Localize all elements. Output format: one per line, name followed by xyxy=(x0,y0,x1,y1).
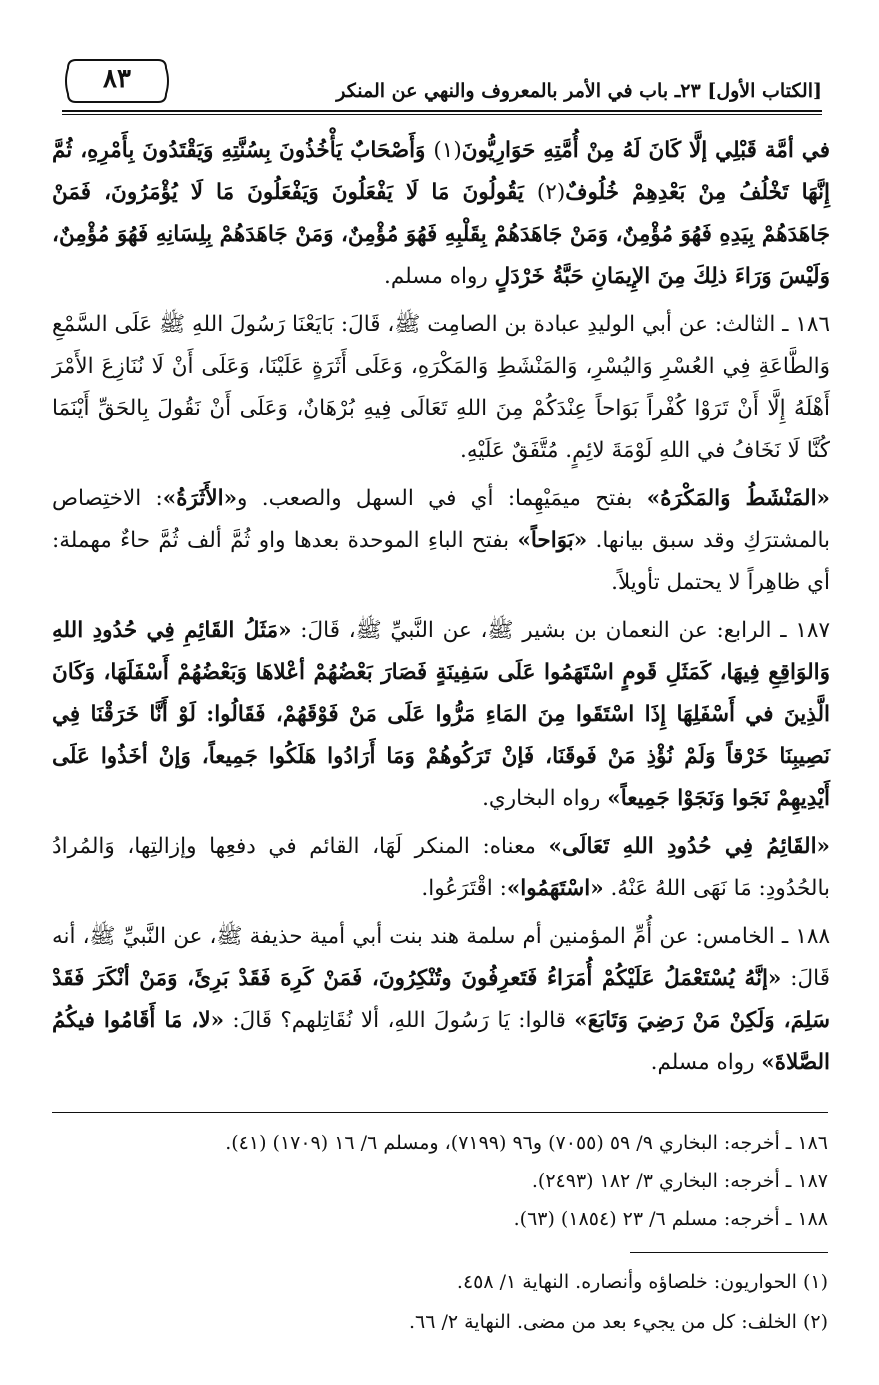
chapter-title: [الكتاب الأول] ٢٣ـ باب في الأمر بالمعروف والنهي عن المنكر xyxy=(336,80,822,102)
hadith-quote: في أمَّة قَبْلِي إلَّا كَانَ لَهُ مِنْ أُمَّتِهِ حَوَارِيُّونَ xyxy=(461,138,830,163)
glossary-notes xyxy=(52,1262,828,1342)
paragraph xyxy=(52,130,830,298)
hadith-quote: وَأَصْحَابٌ يَأْخُذُونَ بِسُنَّتِهِ وَيَقْتَدُونَ بِأَمْرِهِ، ثُمَّ إِنَّهَا تَخْلُفُ مِنْ بَعْدِهِمْ خُلُوفٌ xyxy=(52,138,830,205)
paragraph xyxy=(52,826,830,910)
narration-text: معناه: المنكر لَهَا، القائم في دفعِها وإزالتِها، وَالمُرادُ بالحُدُودِ: مَا نَهَى اللهُ عَنْهُ. xyxy=(52,834,830,901)
note-line: (١) الحواريون: خلصاؤه وأنصاره. النهاية ١/ ٤٥٨. xyxy=(456,1271,828,1293)
hadith-quote: يَقُولُونَ مَا لَا يَفْعَلُونَ وَيَفْعَلُونَ مَا لَا يُؤْمَرُونَ، فَمَنْ جَاهَدَهُمْ بِيَدِهِ فَهُوَ مُؤْمِنٌ، وَمَنْ جَاهَدَهُمْ بِقَلْبِهِ فَهُوَ مُؤْمِنٌ، وَمَنْ جَاهَدَهُمْ بِلِسَانِهِ فَهُوَ مُؤْمِنٌ، وَلَيْسَ وَرَاءَ ذلِكَ مِنَ الإِيمَانِ حَبَّةُ خَرْدَلٍ xyxy=(52,180,830,289)
narration-text: رواه مسلم. xyxy=(383,264,495,289)
takhrij-line: ١٨٧ ـ أخرجه: البخاري ٣/ ١٨٢ (٢٤٩٣). xyxy=(531,1170,828,1192)
narration-text: ١٨٧ ـ الرابع: عن النعمان بن بشير ﷺ، عن النَّبيِّ ﷺ، قَالَ: xyxy=(291,618,831,643)
narration-text: (١) xyxy=(433,138,462,163)
takhrij-line: ١٨٨ ـ أخرجه: مسلم ٦/ ٢٣ (١٨٥٤) (٦٣). xyxy=(513,1208,828,1230)
narration-text: : الاختِصاص بالمشترَكِ وقد سبق بيانها. xyxy=(52,486,830,553)
narration-text: رواه مسلم. xyxy=(650,1050,762,1075)
narration-text: بفتح الباءِ الموحدة بعدها واو ثُمَّ ألف ثُمَّ حاءٌ مهملة: أي ظاهِراً لا يحتمل تأويلاً. xyxy=(52,528,830,595)
narration-text: (٢) xyxy=(536,180,566,205)
page-number-frame xyxy=(62,58,172,104)
paragraph xyxy=(52,304,830,472)
hadith-quote: «الأَثَرَةُ» xyxy=(162,486,238,511)
narration-text: رواه البخاري. xyxy=(482,786,608,811)
header-rule-thin xyxy=(62,114,822,115)
hadith-quote: «المَنْشَطُ وَالمَكْرَهُ» xyxy=(646,486,830,511)
notes-separator xyxy=(630,1252,828,1253)
hadith-quote: «بَوَاحاً» xyxy=(517,528,588,553)
narration-text: بفتح ميمَيْهِما: أي في السهل والصعب. و xyxy=(237,486,647,511)
header-rule xyxy=(62,110,822,112)
page-number: ٨٣ xyxy=(103,64,131,94)
hadith-quote: «القَائِمُ فِي حُدُودِ اللهِ تَعَالَى» xyxy=(548,834,830,859)
paragraph xyxy=(52,610,830,820)
paragraph xyxy=(52,478,830,604)
takhrij-footnotes xyxy=(52,1124,828,1238)
narration-text: : اقْتَرَعُوا. xyxy=(421,876,507,901)
footnote-separator xyxy=(52,1112,828,1113)
hadith-quote: «مَثَلُ القَائِمِ فِي حُدُودِ اللهِ وَالوَاقِعِ فِيهَا، كَمَثَلِ قَومٍ اسْتَهَمُوا عَلَى سَفِينَةٍ فَصَارَ بَعْضُهُمْ أعْلاهَا وَبَعْضُهُمْ أَسْفَلَهَا، وَكَانَ الَّذِينَ في أَسْفَلِهَا إِذَا اسْتَقَوا مِنَ المَاءِ مَرُّوا عَلَى مَنْ فَوْقَهُمْ، فَقَالُوا: لَوْ أَنَّا خَرَقْنَا فِي نَصِيبِنَا خَرْقاً وَلَمْ نُؤْذِ مَنْ فَوقَنَا، فَإنْ تَرَكُوهُمْ وَمَا أَرَادُوا هَلَكُوا جَمِيعاً، وَإنْ أخَذُوا عَلَى أَيْدِيهِمْ نَجَوا وَنَجَوْا جَمِيعاً» xyxy=(52,618,830,811)
narration-text: ١٨٨ ـ الخامس: عن أُمِّ المؤمنين أم سلمة هند بنت أبي أمية حذيفة ﷺ، عن النَّبيِّ ﷺ، أنه قَالَ: xyxy=(52,924,830,991)
hadith-quote: «اسْتَهَمُوا» xyxy=(506,876,604,901)
takhrij-line: ١٨٦ ـ أخرجه: البخاري ٩/ ٥٩ (٧٠٥٥) و٩٦ (٧١٩٩)، ومسلم ٦/ ١٦ (١٧٠٩) (٤١). xyxy=(225,1132,828,1154)
hadith-quote: «لا، مَا أَقَامُوا فيكُمُ الصَّلاةَ» xyxy=(52,1008,830,1075)
paragraph xyxy=(52,916,830,1084)
hadith-quote: «إنَّهُ يُسْتَعْمَلُ عَلَيْكُمْ أُمَرَاءُ فَتَعرِفُونَ وتُنْكِرُونَ، فَمَنْ كَرِهَ فَقَدْ بَرِئَ، وَمَنْ أنْكَرَ فَقَدْ سَلِمَ، وَلَكِنْ مَنْ رَضِيَ وَتَابَعَ» xyxy=(52,966,831,1033)
main-text xyxy=(52,130,830,1090)
narration-text: ١٨٦ ـ الثالث: عن أبي الوليدِ عبادة بن الصامِت ﷺ، قَالَ: بَايَعْنَا رَسُولَ اللهِ ﷺ عَلَى السَّمْعِ وَالطَّاعَةِ فِي العُسْرِ وَاليُسْرِ، وَالمَنْشَطِ وَالمَكْرَهِ، وَعَلَى أَثَرَةٍ عَلَيْنَا، وَعَلَى أَنْ لَا نُنَازِعَ الأَمْرَ أَهْلَهُ إِلَّا أَنْ تَرَوْا كُفْراً بَوَاحاً عِنْدَكُمْ مِنَ اللهِ تَعَالَى فِيهِ بُرْهَانٌ، وَعَلَى أَنْ نَقُولَ بِالحَقِّ أَيْنَمَا كُنَّا لَا نَخَافُ في اللهِ لَوْمَةَ لائِمٍ. مُتَّفَقٌ عَلَيْهِ. xyxy=(52,312,830,463)
note-line: (٢) الخلف: كل من يجيء بعد من مضى. النهاية ٢/ ٦٦. xyxy=(408,1311,828,1333)
page-header xyxy=(62,58,822,120)
narration-text: قالوا: يَا رَسُولَ اللهِ، ألا نُقَاتِلهم؟ قَالَ: xyxy=(224,1008,575,1033)
